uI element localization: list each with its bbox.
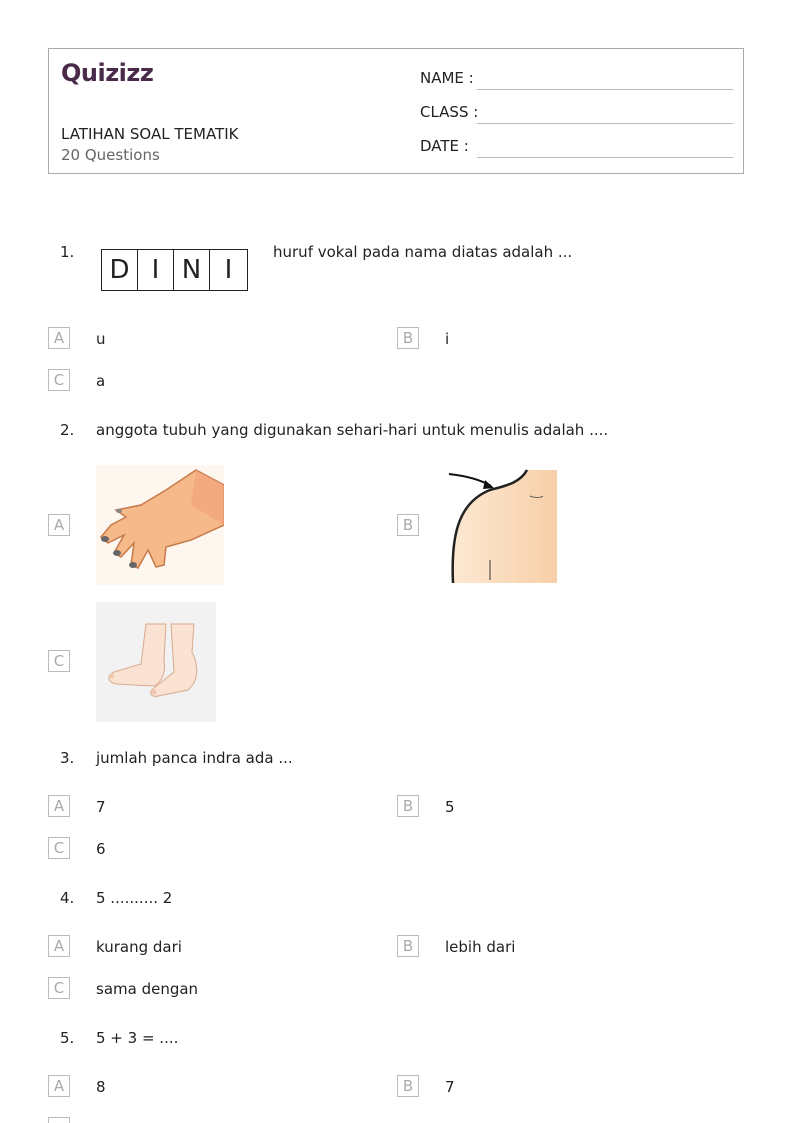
letter-box: D [102, 250, 138, 290]
option-key-b[interactable]: B [397, 795, 419, 817]
option-key-c[interactable]: C [48, 977, 70, 999]
question-number: 3. [60, 749, 75, 767]
option-text[interactable]: kurang dari [96, 938, 182, 956]
option-key-partial [48, 1117, 70, 1123]
option-text[interactable]: u [96, 330, 106, 348]
question-text: 5 .......... 2 [96, 889, 173, 907]
letter-box: N [174, 250, 210, 290]
hand-image[interactable] [96, 465, 224, 585]
class-line [477, 123, 733, 124]
date-line [477, 157, 733, 158]
shoulder-image[interactable] [445, 468, 560, 586]
question-text: jumlah panca indra ada ... [96, 749, 293, 767]
option-text[interactable]: lebih dari [445, 938, 516, 956]
option-text[interactable]: 5 [445, 798, 455, 816]
option-key-b[interactable]: B [397, 327, 419, 349]
date-label: DATE : [420, 137, 469, 155]
option-text[interactable]: 8 [96, 1078, 106, 1096]
option-key-a[interactable]: A [48, 327, 70, 349]
worksheet-header [48, 48, 744, 174]
question-count: 20 Questions [61, 146, 160, 164]
option-text[interactable]: 6 [96, 840, 106, 858]
option-key-b[interactable]: B [397, 514, 419, 536]
option-key-c[interactable]: C [48, 369, 70, 391]
class-label: CLASS : [420, 103, 479, 121]
option-key-c[interactable]: C [48, 837, 70, 859]
option-text[interactable]: 7 [445, 1078, 455, 1096]
letter-box: I [138, 250, 174, 290]
letter-box: I [224, 255, 233, 285]
option-key-b[interactable]: B [397, 935, 419, 957]
option-key-c[interactable]: C [48, 650, 70, 672]
option-key-a[interactable]: A [48, 935, 70, 957]
question-number: 2. [60, 421, 75, 439]
question-number: 4. [60, 889, 75, 907]
worksheet-title: LATIHAN SOAL TEMATIK [61, 125, 239, 143]
option-text[interactable]: sama dengan [96, 980, 199, 998]
option-key-b[interactable]: B [397, 1075, 419, 1097]
question-number: 1. [60, 243, 75, 261]
quizizz-logo: Quizizz [61, 59, 154, 87]
feet-image[interactable] [96, 602, 216, 722]
question-text: anggota tubuh yang digunakan sehari-hari untuk menulis adalah .... [96, 421, 609, 439]
question-text: 5 + 3 = .... [96, 1029, 179, 1047]
option-text[interactable]: a [96, 372, 106, 390]
name-line [477, 89, 733, 90]
option-text[interactable]: i [445, 330, 450, 348]
question-number: 5. [60, 1029, 75, 1047]
option-key-a[interactable]: A [48, 514, 70, 536]
question-text: huruf vokal pada nama diatas adalah ... [273, 243, 573, 261]
option-key-a[interactable]: A [48, 795, 70, 817]
name-letter-boxes [101, 249, 248, 291]
name-label: NAME : [420, 69, 474, 87]
option-key-a[interactable]: A [48, 1075, 70, 1097]
option-text[interactable]: 7 [96, 798, 106, 816]
